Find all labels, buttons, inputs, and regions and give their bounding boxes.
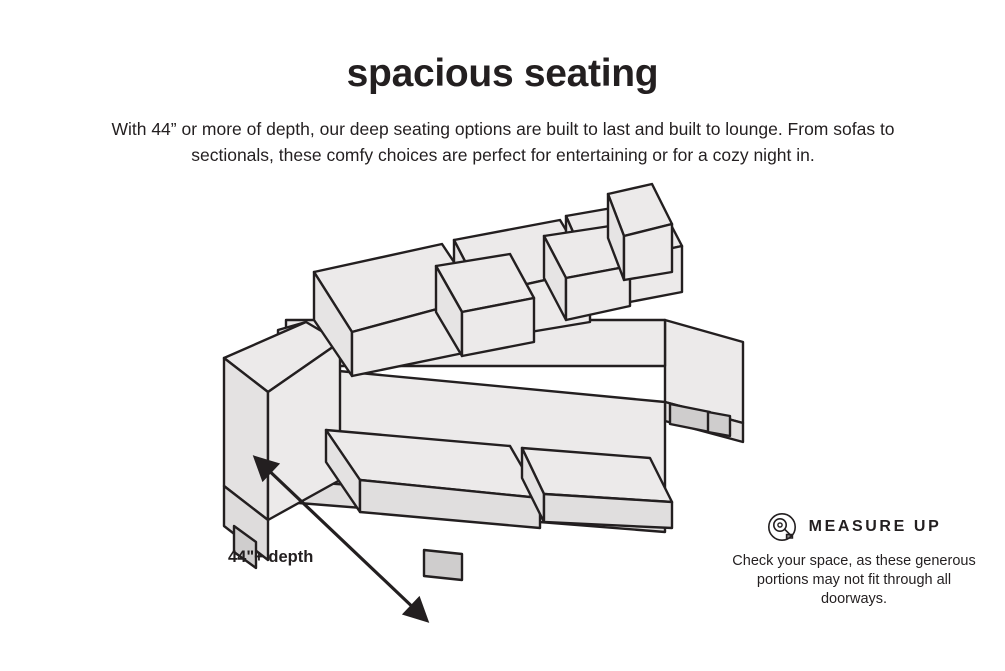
- page-title: spacious seating: [346, 52, 659, 95]
- measure-up-note: Check your space, as these generous portions may not fit through all doorways.: [732, 553, 976, 607]
- depth-dimension-label: 44"+ depth: [228, 548, 314, 566]
- measure-up-block: [725, 512, 983, 609]
- measure-up-title: MEASURE UP: [808, 518, 942, 535]
- measure-up-heading: [725, 512, 983, 542]
- tape-measure-icon: [767, 512, 797, 542]
- depth-dimension-arrow: [240, 450, 440, 630]
- page-description: With 44” or more of depth, our deep seating options are built to last and built to lounge. From sofas to sectionals, these comfy choices are perfect for entertaining or for a cozy night in.: [111, 119, 895, 165]
